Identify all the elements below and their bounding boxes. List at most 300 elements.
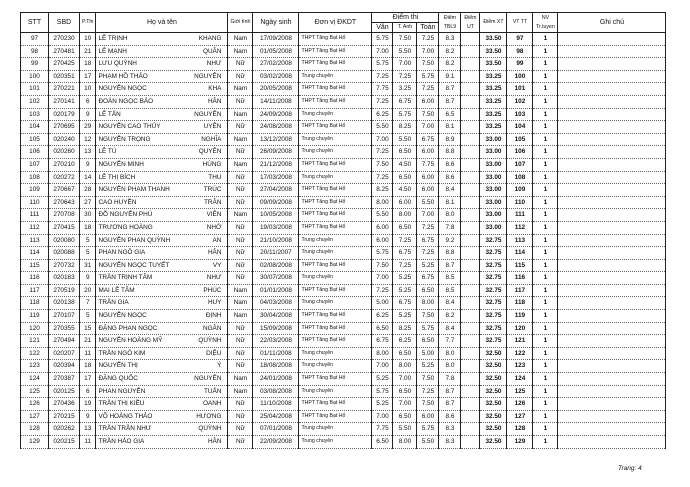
table-row: [21, 108, 666, 121]
name-cell: [96, 158, 228, 171]
birthdate-cell: 30/04/2008: [253, 310, 299, 323]
note-cell: [558, 259, 666, 272]
phong-thi-cell: 18: [80, 221, 96, 234]
xt-cell: 32.75: [480, 310, 507, 323]
note-cell: [558, 360, 666, 373]
note-cell: [558, 133, 666, 146]
stt-cell: 124: [21, 373, 49, 386]
birthdate-cell: 21/10/2008: [253, 234, 299, 247]
score-toan-cell: 6.00: [417, 95, 439, 108]
name-cell: [96, 247, 228, 260]
given-name-text: HÂN: [207, 97, 222, 105]
score-van-cell: 5.75: [372, 247, 393, 260]
ut-cell: [461, 45, 480, 58]
rank-cell: 126: [507, 398, 533, 411]
gender-cell: Nữ: [228, 436, 253, 449]
score-anh-cell: 8.00: [393, 436, 417, 449]
surname-text: NGUYỄN HOÀNG MỸ: [98, 337, 163, 345]
score-toan-cell: 6.00: [417, 171, 439, 184]
unit-cell: Trung chuyên: [299, 70, 372, 83]
rank-cell: 111: [507, 209, 533, 222]
ut-cell: [461, 259, 480, 272]
surname-text: TRẦN TRỊNH TÂM: [98, 274, 153, 282]
stt-cell: 114: [21, 247, 49, 260]
rank-cell: 114: [507, 247, 533, 260]
col-ghi-chu: Ghi chú: [558, 13, 666, 33]
tbl9-cell: 9.1: [439, 70, 461, 83]
rank-cell: 119: [507, 310, 533, 323]
phong-thi-cell: 29: [80, 121, 96, 134]
gender-cell: Nữ: [228, 335, 253, 348]
unit-cell: Trung chuyên: [299, 297, 372, 310]
score-van-cell: 7.00: [372, 45, 393, 58]
phong-thi-cell: 11: [80, 347, 96, 360]
table-row: [21, 209, 666, 222]
score-toan-cell: 6.00: [417, 410, 439, 423]
xt-cell: 32.75: [480, 335, 507, 348]
unit-cell: Trung chuyên: [299, 133, 372, 146]
surname-text: NGUYỄN PHAN QUỲNH: [98, 236, 171, 244]
gender-cell: Nữ: [228, 234, 253, 247]
score-toan-cell: 6.50: [417, 335, 439, 348]
score-toan-cell: 5.75: [417, 70, 439, 83]
nv-cell: 1: [533, 410, 558, 423]
results-sheet: [20, 12, 666, 449]
given-name-text: NHỚ: [206, 223, 222, 231]
surname-text: ĐẶNG QUỐC: [98, 375, 138, 383]
birthdate-cell: 24/01/2008: [253, 373, 299, 386]
surname-text: NGUYỄN NGỌC: [98, 312, 147, 320]
xt-cell: 32.75: [480, 297, 507, 310]
score-anh-cell: 7.25: [393, 234, 417, 247]
stt-cell: 126: [21, 398, 49, 411]
surname-text: TRẦN THỊ KIỀU: [98, 400, 145, 408]
unit-cell: Trung chuyên: [299, 247, 372, 260]
phong-thi-cell: 10: [80, 83, 96, 96]
name-cell: [96, 108, 228, 121]
given-name-text: NGUYÊN: [194, 110, 222, 118]
xt-cell: 32.50: [480, 423, 507, 436]
note-cell: [558, 83, 666, 96]
score-anh-cell: 6.50: [393, 347, 417, 360]
ut-cell: [461, 310, 480, 323]
nv-cell: 1: [533, 45, 558, 58]
gender-cell: Nam: [228, 83, 253, 96]
unit-cell: THPT Tăng Bạt Hổ: [299, 221, 372, 234]
nv-cell: 1: [533, 133, 558, 146]
unit-cell: Trung chuyên: [299, 423, 372, 436]
score-van-cell: 7.25: [372, 171, 393, 184]
tbl9-cell: 8.7: [439, 385, 461, 398]
col-phong-thi: P.Thi: [80, 13, 96, 33]
xt-cell: 33.25: [480, 83, 507, 96]
table-row: [21, 423, 666, 436]
note-cell: [558, 284, 666, 297]
rank-cell: 104: [507, 121, 533, 134]
given-name-text: HÂN: [207, 438, 222, 445]
phong-thi-cell: 17: [80, 373, 96, 386]
score-anh-cell: 6.75: [393, 247, 417, 260]
ut-cell: [461, 436, 480, 449]
xt-cell: 33.50: [480, 33, 507, 46]
surname-text: NGUYỄN CAO THỦY: [98, 123, 161, 131]
score-van-cell: 7.00: [372, 272, 393, 285]
table-body: [21, 33, 666, 449]
sbd-cell: 270355: [49, 322, 80, 335]
score-toan-cell: 7.25: [417, 221, 439, 234]
gender-cell: Nữ: [228, 171, 253, 184]
rank-cell: 112: [507, 221, 533, 234]
birthdate-cell: 13/12/2008: [253, 133, 299, 146]
col-diem-thi: Điểm thi: [372, 13, 439, 23]
nv-cell: 1: [533, 121, 558, 134]
score-toan-cell: 5.50: [417, 436, 439, 449]
note-cell: [558, 297, 666, 310]
xt-cell: 32.50: [480, 410, 507, 423]
gender-cell: Nam: [228, 45, 253, 58]
xt-cell: 33.00: [480, 171, 507, 184]
birthdate-cell: 24/08/2008: [253, 121, 299, 134]
stt-cell: 102: [21, 95, 49, 108]
score-toan-cell: 7.25: [417, 83, 439, 96]
score-van-cell: 7.00: [372, 133, 393, 146]
birthdate-cell: 01/11/2008: [253, 347, 299, 360]
score-van-cell: 6.75: [372, 335, 393, 348]
score-van-cell: 7.25: [372, 146, 393, 159]
admission-results-table: [20, 12, 666, 449]
given-name-text: NHƯ: [206, 60, 222, 68]
phong-thi-cell: 13: [80, 423, 96, 436]
phong-thi-cell: 21: [80, 335, 96, 348]
surname-text: TRƯƠNG HOÀNG: [98, 223, 153, 231]
birthdate-cell: 27/02/2008: [253, 58, 299, 71]
gender-cell: Nam: [228, 297, 253, 310]
surname-text: NGUYỄN THỊ: [98, 362, 138, 370]
rank-cell: 99: [507, 58, 533, 71]
unit-cell: THPT Tăng Bạt Hổ: [299, 33, 372, 46]
note-cell: [558, 209, 666, 222]
stt-cell: 112: [21, 221, 49, 234]
note-cell: [558, 70, 666, 83]
score-van-cell: 6.00: [372, 221, 393, 234]
birthdate-cell: 26/09/2008: [253, 146, 299, 159]
score-anh-cell: 7.00: [393, 398, 417, 411]
score-van-cell: 7.50: [372, 158, 393, 171]
note-cell: [558, 385, 666, 398]
name-cell: [96, 45, 228, 58]
ut-cell: [461, 221, 480, 234]
stt-cell: 111: [21, 209, 49, 222]
table-row: [21, 436, 666, 449]
unit-cell: THPT Tăng Bạt Hổ: [299, 158, 372, 171]
surname-text: NGUYỄN PHẠM THANH: [98, 186, 170, 194]
ut-cell: [461, 70, 480, 83]
phong-thi-cell: 15: [80, 322, 96, 335]
name-cell: [96, 171, 228, 184]
nv-cell: 1: [533, 95, 558, 108]
nv-cell: 1: [533, 284, 558, 297]
gender-cell: Nữ: [228, 95, 253, 108]
note-cell: [558, 373, 666, 386]
rank-cell: 124: [507, 373, 533, 386]
phong-thi-cell: 27: [80, 196, 96, 209]
score-van-cell: 7.25: [372, 70, 393, 83]
score-van-cell: 6.50: [372, 322, 393, 335]
rank-cell: 103: [507, 108, 533, 121]
note-cell: [558, 108, 666, 121]
stt-cell: 98: [21, 45, 49, 58]
gender-cell: Nữ: [228, 347, 253, 360]
name-cell: [96, 121, 228, 134]
score-toan-cell: 8.00: [417, 297, 439, 310]
given-name-text: QUỲNH: [198, 337, 222, 345]
xt-cell: 33.00: [480, 196, 507, 209]
name-cell: [96, 398, 228, 411]
gender-cell: Nam: [228, 284, 253, 297]
unit-cell: THPT Tăng Bạt Hổ: [299, 284, 372, 297]
name-cell: [96, 373, 228, 386]
name-cell: [96, 410, 228, 423]
sbd-cell: 020179: [49, 108, 80, 121]
nv-cell: 1: [533, 33, 558, 46]
surname-text: CAO HUYỀN: [98, 198, 137, 206]
given-name-text: NGUYÊN: [194, 375, 222, 383]
gender-cell: Nam: [228, 310, 253, 323]
ut-cell: [461, 133, 480, 146]
ut-cell: [461, 158, 480, 171]
ut-cell: [461, 410, 480, 423]
note-cell: [558, 121, 666, 134]
name-cell: [96, 196, 228, 209]
unit-cell: Trung chuyên: [299, 234, 372, 247]
page-number: Trang: 4: [618, 465, 642, 472]
table-row: [21, 184, 666, 197]
nv-cell: 1: [533, 221, 558, 234]
score-van-cell: 7.25: [372, 95, 393, 108]
birthdate-cell: 27/04/2008: [253, 184, 299, 197]
nv-cell: 1: [533, 146, 558, 159]
score-toan-cell: 7.00: [417, 209, 439, 222]
score-anh-cell: 6.25: [393, 335, 417, 348]
col-ho-ten: Họ và tên: [96, 13, 228, 33]
stt-cell: 105: [21, 133, 49, 146]
given-name-text: PHÚC: [203, 286, 222, 294]
tbl9-cell: 8.2: [439, 58, 461, 71]
sbd-cell: 270494: [49, 335, 80, 348]
unit-cell: THPT Tăng Bạt Hổ: [299, 322, 372, 335]
ut-cell: [461, 398, 480, 411]
nv-cell: 1: [533, 108, 558, 121]
score-toan-cell: 6.00: [417, 184, 439, 197]
birthdate-cell: 10/05/2008: [253, 209, 299, 222]
col-vt-tt: VT TT: [507, 13, 533, 33]
stt-cell: 106: [21, 146, 49, 159]
note-cell: [558, 184, 666, 197]
birthdate-cell: 02/08/2008: [253, 259, 299, 272]
stt-cell: 101: [21, 83, 49, 96]
name-cell: [96, 385, 228, 398]
name-cell: [96, 234, 228, 247]
note-cell: [558, 322, 666, 335]
given-name-text: NHƯ: [206, 274, 222, 282]
unit-cell: THPT Tăng Bạt Hổ: [299, 45, 372, 58]
name-cell: [96, 310, 228, 323]
score-toan-cell: 6.00: [417, 146, 439, 159]
surname-text: NGUYỄN NGỌC: [98, 85, 147, 93]
score-anh-cell: 5.75: [393, 108, 417, 121]
gender-cell: Nữ: [228, 423, 253, 436]
note-cell: [558, 95, 666, 108]
nv-cell: 1: [533, 259, 558, 272]
gender-cell: Nữ: [228, 58, 253, 71]
surname-text: LÊ MẠNH: [98, 47, 127, 55]
rank-cell: 117: [507, 284, 533, 297]
score-anh-cell: 6.50: [393, 146, 417, 159]
name-cell: [96, 184, 228, 197]
unit-cell: Trung chuyên: [299, 171, 372, 184]
rank-cell: 109: [507, 184, 533, 197]
phong-thi-cell: 13: [80, 146, 96, 159]
xt-cell: 33.25: [480, 95, 507, 108]
given-name-text: OANH: [202, 400, 222, 408]
tbl9-cell: 8.3: [439, 436, 461, 449]
name-cell: [96, 335, 228, 348]
stt-cell: 117: [21, 284, 49, 297]
score-toan-cell: 7.25: [417, 385, 439, 398]
nv-cell: 1: [533, 347, 558, 360]
sbd-cell: 270436: [49, 398, 80, 411]
sbd-cell: 020088: [49, 247, 80, 260]
surname-text: NGUYỄN NGỌC TUYẾT: [98, 261, 170, 269]
given-name-text: KHA: [208, 85, 222, 93]
ut-cell: [461, 171, 480, 184]
sbd-cell: 270481: [49, 45, 80, 58]
tbl9-cell: 9.2: [439, 234, 461, 247]
score-anh-cell: 6.75: [393, 95, 417, 108]
phong-thi-cell: 9: [80, 158, 96, 171]
note-cell: [558, 247, 666, 260]
table-row: [21, 196, 666, 209]
given-name-text: ĐỊNH: [205, 312, 222, 320]
sbd-cell: 020138: [49, 297, 80, 310]
sbd-cell: 020351: [49, 70, 80, 83]
gender-cell: Nữ: [228, 247, 253, 260]
sbd-cell: 020240: [49, 133, 80, 146]
xt-cell: 32.75: [480, 322, 507, 335]
tbl9-cell: 8.9: [439, 133, 461, 146]
gender-cell: Nam: [228, 209, 253, 222]
rank-cell: 116: [507, 272, 533, 285]
name-cell: [96, 347, 228, 360]
phong-thi-cell: 9: [80, 410, 96, 423]
rank-cell: 113: [507, 234, 533, 247]
xt-cell: 33.00: [480, 158, 507, 171]
note-cell: [558, 196, 666, 209]
score-anh-cell: 4.50: [393, 184, 417, 197]
phong-thi-cell: 30: [80, 209, 96, 222]
stt-cell: 104: [21, 121, 49, 134]
score-van-cell: 5.75: [372, 33, 393, 46]
surname-text: LÊ THỊ BÍCH: [98, 173, 136, 181]
sbd-cell: 270695: [49, 121, 80, 134]
score-anh-cell: 7.50: [393, 33, 417, 46]
table-row: [21, 171, 666, 184]
sbd-cell: 020394: [49, 360, 80, 373]
table-row: [21, 259, 666, 272]
table-row: [21, 347, 666, 360]
unit-cell: Trung chuyên: [299, 385, 372, 398]
stt-cell: 119: [21, 310, 49, 323]
nv-cell: 1: [533, 196, 558, 209]
stt-cell: 116: [21, 272, 49, 285]
xt-cell: 32.50: [480, 360, 507, 373]
stt-cell: 128: [21, 423, 49, 436]
given-name-text: HÂN: [207, 249, 222, 257]
tbl9-cell: 8.0: [439, 209, 461, 222]
rank-cell: 110: [507, 196, 533, 209]
given-name-text: THU: [208, 173, 222, 181]
tbl9-cell: 8.6: [439, 410, 461, 423]
stt-cell: 109: [21, 184, 49, 197]
rank-cell: 100: [507, 70, 533, 83]
tbl9-cell: 7.8: [439, 221, 461, 234]
score-van-cell: 5.75: [372, 385, 393, 398]
tbl9-cell: 8.0: [439, 347, 461, 360]
phong-thi-cell: 28: [80, 184, 96, 197]
sbd-cell: 270519: [49, 284, 80, 297]
col-diem-ut: Điểm UT: [461, 13, 480, 33]
score-van-cell: 8.00: [372, 347, 393, 360]
ut-cell: [461, 297, 480, 310]
tbl9-cell: 8.6: [439, 158, 461, 171]
surname-text: NGUYỄN MINH: [98, 160, 144, 168]
table-row: [21, 284, 666, 297]
table-row: [21, 83, 666, 96]
score-toan-cell: 7.50: [417, 58, 439, 71]
unit-cell: THPT Tăng Bạt Hổ: [299, 121, 372, 134]
sbd-cell: 270643: [49, 196, 80, 209]
name-cell: [96, 221, 228, 234]
gender-cell: Nữ: [228, 398, 253, 411]
score-anh-cell: 6.50: [393, 410, 417, 423]
rank-cell: 120: [507, 322, 533, 335]
surname-text: TRẦN NGÔ KIM: [98, 349, 146, 357]
ut-cell: [461, 33, 480, 46]
stt-cell: 100: [21, 70, 49, 83]
birthdate-cell: 01/01/2008: [253, 284, 299, 297]
sbd-cell: 270215: [49, 410, 80, 423]
xt-cell: 32.50: [480, 373, 507, 386]
gender-cell: Nam: [228, 158, 253, 171]
xt-cell: 32.75: [480, 247, 507, 260]
birthdate-cell: 20/05/2008: [253, 83, 299, 96]
tbl9-cell: 8.3: [439, 423, 461, 436]
phong-thi-cell: 20: [80, 284, 96, 297]
birthdate-cell: 01/05/2008: [253, 45, 299, 58]
nv-cell: 1: [533, 322, 558, 335]
stt-cell: 113: [21, 234, 49, 247]
surname-text: PHẠM HỒ THẢO: [98, 72, 148, 80]
col-nv-tr-tuyen: NV Tr.tuyen: [533, 13, 558, 33]
table-row: [21, 385, 666, 398]
birthdate-cell: 09/09/2008: [253, 196, 299, 209]
note-cell: [558, 171, 666, 184]
ut-cell: [461, 360, 480, 373]
table-row: [21, 146, 666, 159]
score-toan-cell: 5.75: [417, 423, 439, 436]
col-diem-xt: Điểm XT: [480, 13, 507, 33]
phong-thi-cell: 6: [80, 385, 96, 398]
